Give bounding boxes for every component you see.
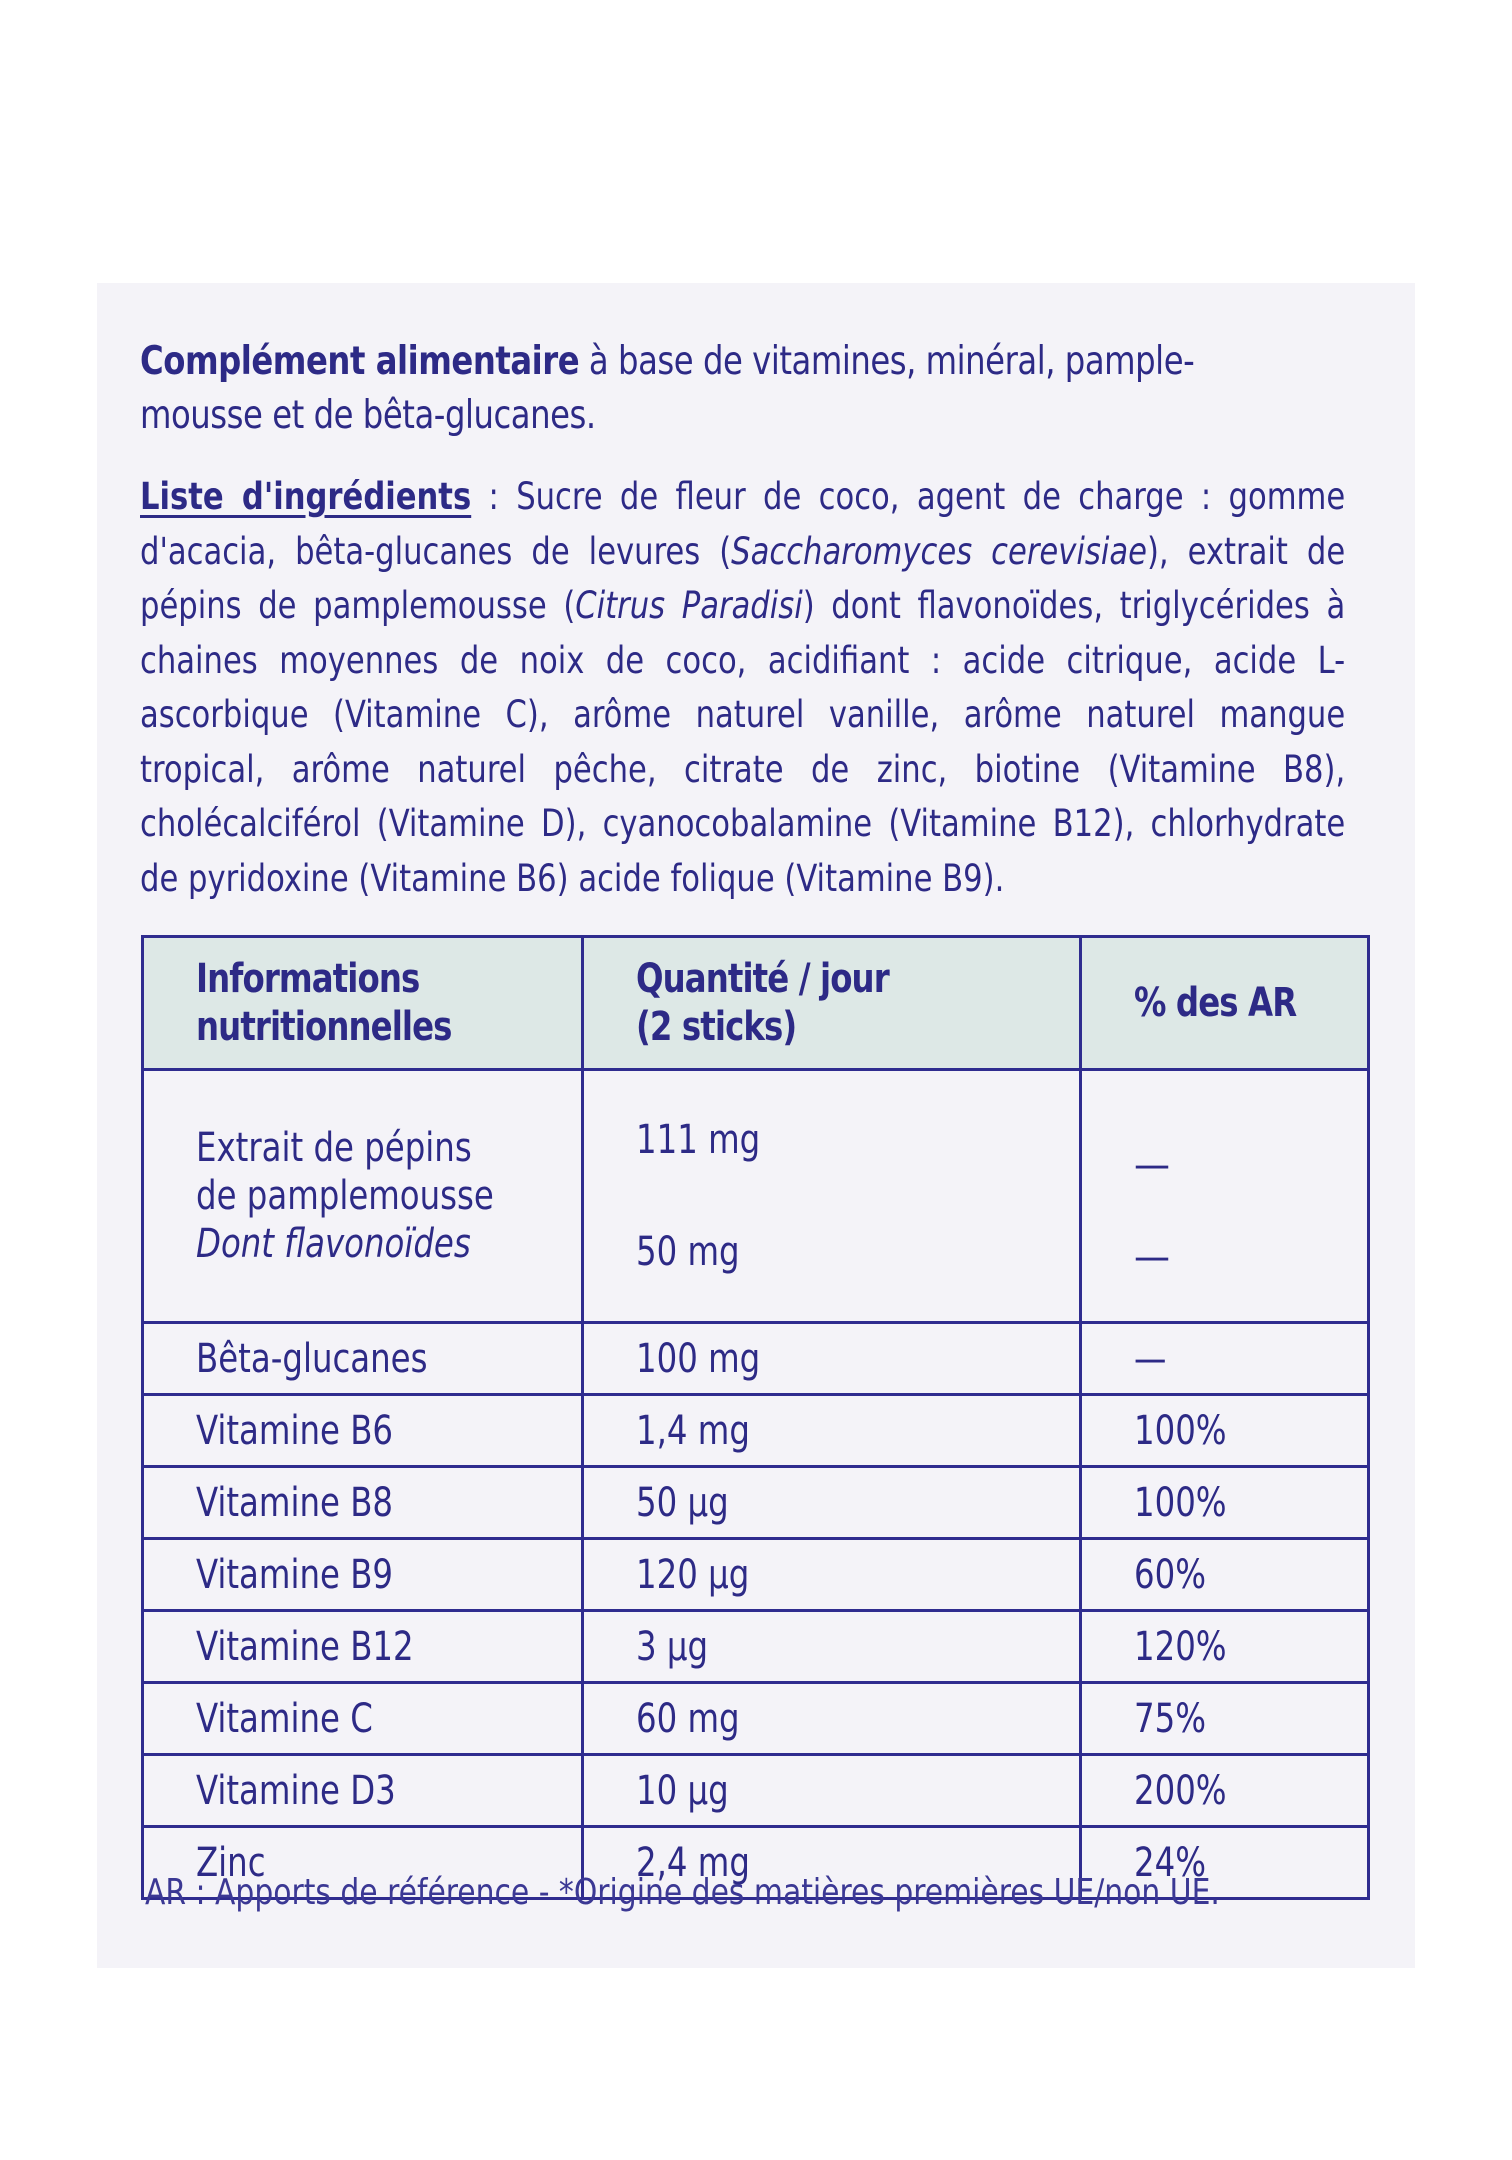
header-information-line2: nutritionnelles: [196, 1004, 452, 1050]
row-name: Bêta-glucanes: [196, 1335, 428, 1382]
table-row: [143, 1755, 1369, 1827]
row-ar-cell: [1081, 1070, 1369, 1323]
row-qty-cell: [583, 1611, 1081, 1683]
table-header-row: [143, 937, 1369, 1070]
row-name: Vitamine B8: [196, 1479, 394, 1526]
product-type: Complément alimentaire: [140, 339, 580, 384]
row-ar: —: [1134, 1335, 1167, 1382]
row-name-cell: [143, 1539, 583, 1611]
ingredients-text-3: ) dont flavonoïdes, triglycérides à chaines moyennes de noix de coco, acidifiant : acide citrique, acide L-ascorbique (Vitamine C), arôme naturel vanille, arôme naturel mangue tropical, arôme naturel pêche, citrate de zinc, biotine (Vitamine B8), cholécalciférol (Vitamine D), cyanocobalamine (Vitamine B12), chlorhydrate de pyridoxine (Vitamine B6) acide folique (Vitamine B9).: [140, 584, 1346, 900]
row-ar-cell: [1081, 1539, 1369, 1611]
row-name: Vitamine B6: [196, 1407, 394, 1454]
row-qty-cell: [583, 1070, 1081, 1323]
header-information: [143, 937, 583, 1070]
table-row: [143, 1539, 1369, 1611]
row-qty-cell: [583, 1539, 1081, 1611]
table-row: [143, 1611, 1369, 1683]
ingredients-italic-1: Saccharomyces cerevisiae: [731, 529, 1147, 573]
row-name-cell: [143, 1683, 583, 1755]
table-row: [143, 1467, 1369, 1539]
row-qty-2: 50 mg: [636, 1229, 740, 1275]
row-ar: 60%: [1134, 1551, 1206, 1598]
row-ar: 200%: [1134, 1767, 1227, 1814]
row-qty-cell: [583, 1323, 1081, 1395]
row-ar-cell: [1081, 1395, 1369, 1467]
row-qty: 100 mg: [636, 1335, 761, 1382]
nutrition-table: [141, 935, 1370, 1900]
row-ar: 24%: [1134, 1839, 1206, 1886]
header-quantity-line2: (2 sticks): [636, 1004, 797, 1050]
row-ar-cell: [1081, 1755, 1369, 1827]
row-name: Vitamine C: [196, 1695, 373, 1742]
row-ar: 100%: [1134, 1479, 1227, 1526]
ingredients-text-1: Sucre de fleur de coco, agent de charge : gomme d'acacia, bêta-glucanes de levures (: [140, 475, 1346, 573]
product-description-line1: à base de vitamines, minéral, pample-: [579, 339, 1195, 384]
row-name-cell: [143, 1755, 583, 1827]
row-name: Vitamine D3: [196, 1767, 396, 1814]
ingredients-text-2: ), extrait de pépins de pamplemousse (: [140, 529, 1346, 627]
row-ar: 100%: [1134, 1407, 1227, 1454]
row-qty: 1,4 mg: [636, 1407, 750, 1454]
row-qty: 3 µg: [636, 1623, 709, 1670]
row-name-cell: [143, 1323, 583, 1395]
row-qty: 50 µg: [636, 1479, 729, 1526]
footnote: AR : Apports de référence - *Origine des matières premières UE/non UE.: [145, 1872, 1220, 1913]
row-ar-cell: [1081, 1611, 1369, 1683]
row-qty: 120 µg: [636, 1551, 750, 1598]
row-name-cell: [143, 1467, 583, 1539]
table-row: [143, 1395, 1369, 1467]
row-name: Vitamine B9: [196, 1551, 394, 1598]
row-ar-cell: [1081, 1467, 1369, 1539]
row-qty: 60 mg: [636, 1695, 740, 1742]
row-qty-cell: [583, 1467, 1081, 1539]
row-ar-cell: [1081, 1683, 1369, 1755]
ingredients-label: Liste d'ingrédients: [140, 475, 472, 518]
row-name: Vitamine B12: [196, 1623, 414, 1670]
row-ar: 75%: [1134, 1695, 1206, 1742]
row-qty-1: 111 mg: [636, 1117, 761, 1163]
row-name-cell: [143, 1070, 583, 1323]
row-qty: 10 µg: [636, 1767, 729, 1814]
row-name-cell: [143, 1395, 583, 1467]
row-ar-cell: [1081, 1323, 1369, 1395]
row-name-cell: [143, 1611, 583, 1683]
header-information-line1: Informations: [196, 956, 420, 1002]
table-row: [143, 1323, 1369, 1395]
row-ar: 120%: [1134, 1623, 1227, 1670]
row-qty: 2,4 mg: [636, 1839, 750, 1886]
row-name-line3: Dont flavonoïdes: [196, 1221, 471, 1267]
row-ar-1: —: [1134, 1142, 1170, 1188]
table-row: [143, 1683, 1369, 1755]
product-description-line2: mousse et de bêta-glucanes.: [140, 393, 596, 438]
header-quantity-line1: Quantité / jour: [636, 956, 889, 1002]
header-quantity: [583, 937, 1081, 1070]
row-qty-cell: [583, 1683, 1081, 1755]
row-name-line1: Extrait de pépins: [196, 1125, 472, 1171]
row-qty-cell: [583, 1395, 1081, 1467]
row-name-line2: de pamplemousse: [196, 1173, 494, 1219]
ingredients-separator: :: [471, 475, 517, 518]
header-ar: % des AR: [1081, 937, 1369, 1070]
row-qty-cell: [583, 1755, 1081, 1827]
ingredients-list: [140, 470, 1345, 906]
ingredients-italic-2: Citrus Paradisi: [575, 584, 803, 627]
row-name: Zinc: [196, 1839, 266, 1886]
row-ar-2: —: [1134, 1234, 1170, 1280]
product-description: [140, 335, 1262, 443]
table-row: [143, 1070, 1369, 1323]
